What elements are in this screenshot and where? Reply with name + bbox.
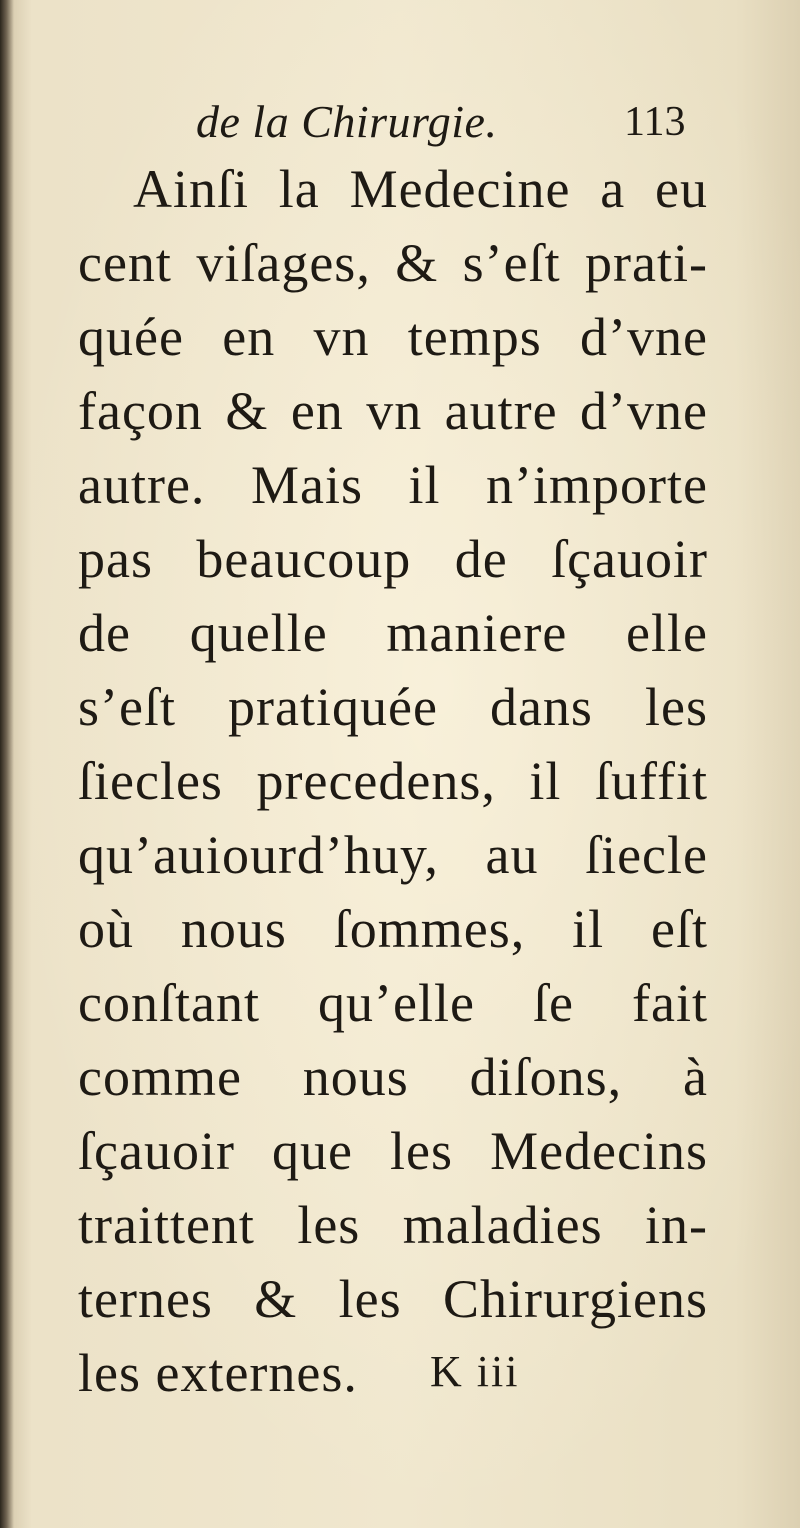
- text-line: de quelle maniere elle: [78, 603, 708, 663]
- text-line: les externes.: [78, 1343, 358, 1403]
- text-line: cent viſages, & s’eſt prati-: [78, 233, 708, 293]
- running-title: de la Chirurgie.: [196, 96, 498, 147]
- text-line: comme nous diſons, à: [78, 1047, 708, 1107]
- page-number: 113: [624, 99, 686, 145]
- text-line: conſtant qu’elle ſe fait: [78, 973, 708, 1033]
- text-line: ſçauoir que les Medecins: [78, 1121, 708, 1181]
- text-line: Ainſi la Medecine a eu: [133, 159, 708, 219]
- gutter-shadow: [0, 0, 14, 1528]
- text-line: façon & en vn autre d’vne: [78, 381, 708, 441]
- running-head: [0, 92, 800, 152]
- signature-mark: K iii: [430, 1347, 520, 1396]
- text-line: ternes & les Chirurgiens: [78, 1269, 708, 1329]
- text-line: où nous ſommes, il eſt: [78, 899, 708, 959]
- text-line: autre. Mais il n’importe: [78, 455, 708, 515]
- text-line: qu’auiourd’huy, au ſiecle: [78, 825, 708, 885]
- text-line: ſiecles precedens, il ſuffit: [78, 751, 708, 811]
- body-text: [78, 152, 708, 1410]
- text-line: s’eſt pratiquée dans les: [78, 677, 708, 737]
- text-line: traittent les maladies in-: [78, 1195, 708, 1255]
- text-line: pas beaucoup de ſçauoir: [78, 529, 708, 589]
- text-line: quée en vn temps d’vne: [78, 307, 708, 367]
